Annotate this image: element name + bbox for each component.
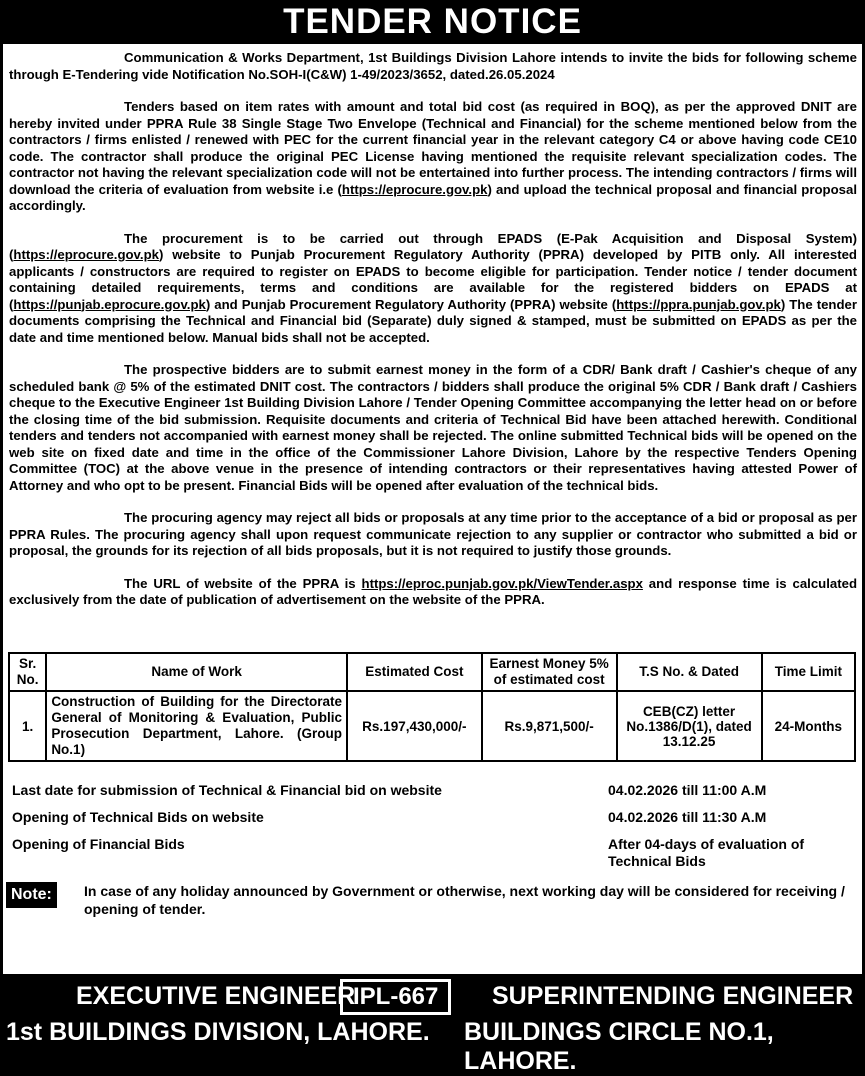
schedule-row [12,782,852,809]
note-text: In case of any holiday announced by Government or otherwise, next working day will be considered for receiving / opening of tender. [84,883,845,917]
notice-title: TENDER NOTICE [283,2,582,41]
schedule-value: After 04-days of evaluation of Technical Bids [608,836,805,869]
eprocure-link-2[interactable]: https://eprocure.gov.pk [13,247,159,262]
paragraph-ppra-url: The URL of website of the PPRA is https://eproc.punjab.gov.pk/ViewTender.aspx and response time is calculated exclusively from the date of publication of advertisement on the website of the PPRA. [9,575,858,607]
note-label: Note: [6,882,57,908]
paragraph-procurement: The procurement is to be carried out through EPADS (E-Pak Acquisition and Disposal System) (https://eprocure.gov.pk) website to Punjab Procurement Regulatory Authority (PPRA) developed by PITB only. All interested applicants / constructors are required to register on EPADS to become eligible for participation. Tender notice / tender document containing detailed requirements, terms and conditions are available for the registered bidders on EPADS at (https://punjab.eprocure.gov.pk) and Punjab Procurement Regulatory Authority (PPRA) website (https://ppra.punjab.gov.pk) The tender documents comprising the Technical and Financial bid (Separate) duly signed & stamped, must be submitted on EPADS as per the date and time mentioned below. Manual bids shall not be accepted. [9,230,858,345]
view-tender-link[interactable]: https://eproc.punjab.gov.pk/ViewTender.aspx [361,575,643,591]
table-row [9,691,855,761]
cell-cost: Rs.197,430,000/- [347,691,482,761]
cell-time: 24-Months [762,691,855,761]
ipl-badge: IPL-667 [340,979,451,1015]
cell-ts: CEB(CZ) letter No.1386/D(1), dated 13.12.25 [617,691,762,761]
paragraph-intro: Communication & Works Department, 1st Buildings Division Lahore intends to invite the bids for following scheme through E-Tendering vide Notification No.SOH-I(C&W) 1-49/2023/3652, dated.26.05.2024 [9,50,857,82]
notice-paragraphs [9,50,857,625]
cell-work: Construction of Building for the Directorate General of Monitoring & Evaluation, Public Prosecution Department, Lahore. (Group No.1) [46,691,347,761]
schedule-row [12,836,852,869]
executive-engineer-title: EXECUTIVE ENGINEER [76,982,356,1010]
tender-table [8,652,856,762]
col-work: Name of Work [46,653,347,691]
col-time: Time Limit [762,653,855,691]
punjab-eprocure-link[interactable]: https://punjab.eprocure.gov.pk [13,296,206,312]
superintending-engineer-title: SUPERINTENDING ENGINEER [492,982,854,1010]
schedule-row [12,809,852,836]
schedule-label: Opening of Technical Bids on website [12,809,264,825]
schedule [12,782,852,869]
schedule-value: 04.02.2026 till 11:30 A.M [608,809,767,825]
paragraph-tender-basis: Tenders based on item rates with amount and total bid cost (as required in BOQ), as per the approved DNIT are hereby invited under PPRA Rule 38 Single Stage Two Envelope (Technical and Financial) for the scheme mentioned below from the contractors / firms enlisted / renewed with PEC for the current financial year in the relevant category C4 or above having code CE10 code. The contractor shall produce the original PEC License having mentioned the requisite relevant specialization codes. The contractor not having the relevant specialization code will not be entertained into further process. The intending contractors / firms will download the criteria of evaluation from website i.e (https://eprocure.gov.pk) and upload the technical proposal and financial proposal accordingly. [9,99,858,213]
eprocure-link[interactable]: https://eprocure.gov.pk [341,181,488,197]
col-earnest: Earnest Money 5% of estimated cost [482,653,617,691]
signature-footer [0,974,865,1075]
schedule-label: Opening of Financial Bids [12,836,185,852]
schedule-label: Last date for submission of Technical & Financial bid on website [12,782,442,798]
paragraph-rejection: The procuring agency may reject all bids or proposals at any time prior to the acceptance of a bid or proposal as per PPRA Rules. The procuring agency shall upon request communicate rejection to any supplier or contractor who submitted a bid or proposal, the grounds for its rejection of all bids proposals, but it is not required to justify those grounds. [9,510,857,558]
cell-sr: 1. [9,691,46,761]
schedule-value: 04.02.2026 till 11:00 A.M [608,782,767,798]
superintending-engineer-circle: BUILDINGS CIRCLE NO.1, LAHORE. [464,1018,774,1075]
col-sr: Sr. No. [9,653,46,691]
col-cost: Estimated Cost [347,653,482,691]
header-banner [0,0,865,46]
paragraph-earnest-money: The prospective bidders are to submit earnest money in the form of a CDR/ Bank draft / Cashier's cheque of any scheduled bank @ 5% of the estimated DNIT cost. The contractors / bidders shall produce the original 5% CDR / Bank draft / Cashiers cheque to the Executive Engineer 1st Building Division Lahore / Tender Opening Committee accompanying the letter head on or before the closing time of the bid submission. Requisite documents and criteria of Technical Bid have been attached herewith. Conditional tenders and tenders not accompanied with earnest money shall be rejected. The online submitted Technical bids will be opened on the web site on fixed date and time in the office of the Commissioner Lahore Division, Lahore by the respective Tenders Opening Committee (TOC) at the above venue in the presence of intending contractors or their representatives having attested Power of Attorney and who opt to be present. Financial Bids will be opened after evaluation of the technical bids. [9,362,857,493]
ppra-link[interactable]: https://ppra.punjab.gov.pk [616,296,781,312]
col-ts: T.S No. & Dated [617,653,762,691]
cell-earnest: Rs.9,871,500/- [482,691,617,761]
executive-engineer-division: 1st BUILDINGS DIVISION, LAHORE. [6,1018,430,1046]
